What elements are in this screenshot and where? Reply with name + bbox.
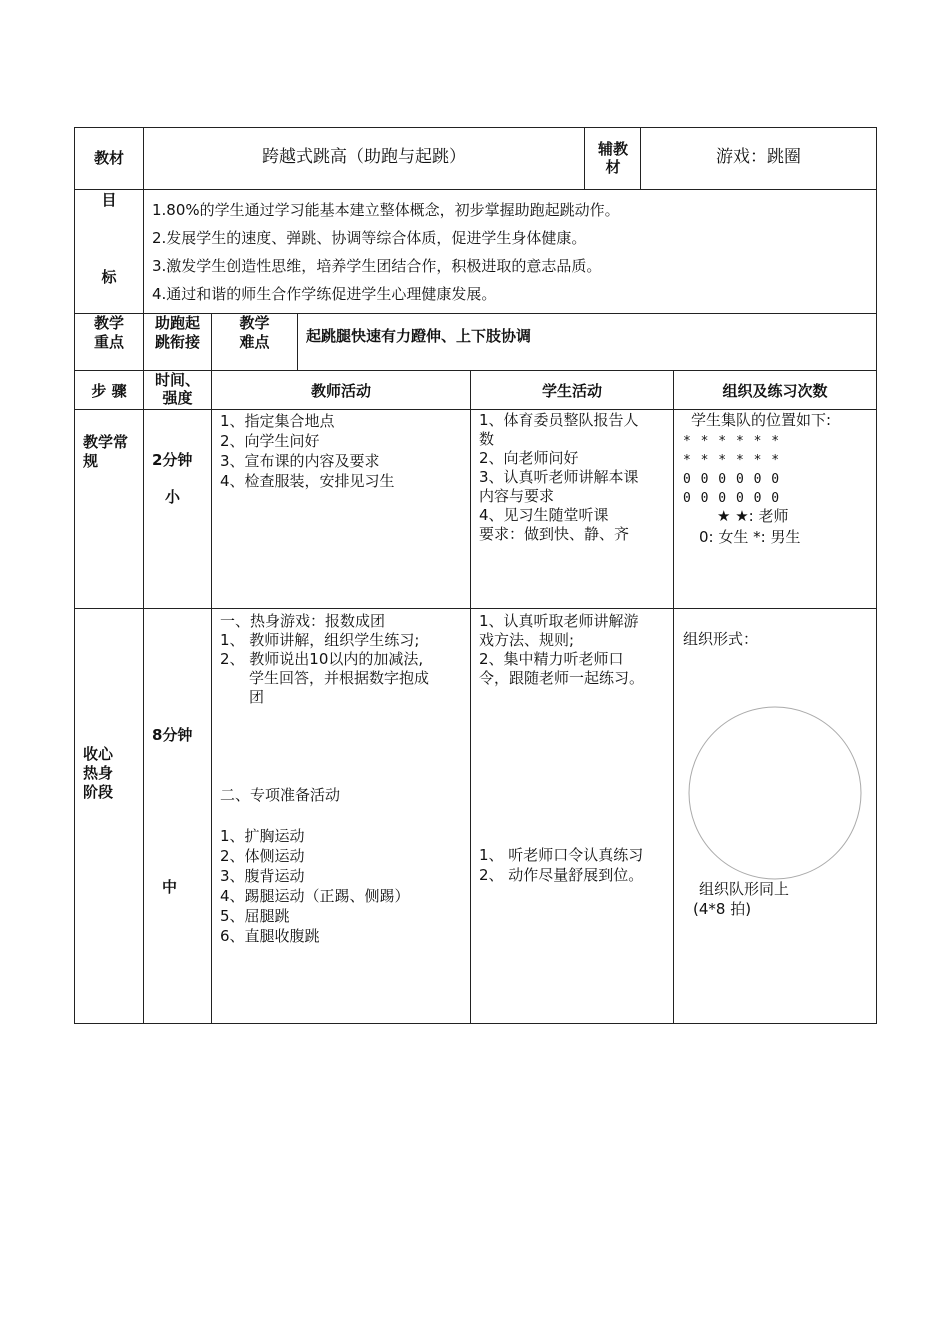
list-item: 团	[249, 688, 265, 706]
list-item: 4、见习生随堂听课	[479, 506, 609, 524]
formation-rows	[683, 432, 863, 508]
list-item: 4、检查服装，安排见习生	[220, 472, 395, 490]
row1-step	[83, 433, 143, 471]
formation-circle	[689, 707, 861, 879]
list-item: 一、热身游戏：报数成团	[220, 612, 386, 630]
difficulty-label	[212, 314, 297, 352]
difficulty-label-line: 难点	[239, 333, 270, 351]
list-item: 1、 听老师口令认真练习	[479, 846, 644, 864]
column-time	[144, 371, 211, 407]
row2-organization-title: 组织形式：	[683, 630, 759, 648]
row2-step-line: 热身	[83, 764, 114, 782]
formation-row: 0 0 0 0 0 0	[683, 472, 781, 487]
list-item: 6、直腿收腹跳	[220, 927, 320, 945]
difficulty-value: 起跳腿快速有力蹬伸、上下肢协调	[306, 327, 532, 345]
list-item: 要求：做到快、静、齐	[479, 525, 630, 543]
list-item: 学生回答，并根据数字抱成	[249, 669, 430, 687]
list-item: 1、扩胸运动	[220, 827, 305, 845]
row2-step-line: 收心	[83, 745, 114, 763]
list-item: 2、体侧运动	[220, 847, 305, 865]
list-item: 3、认真听老师讲解本课	[479, 468, 639, 486]
list-item: 1、指定集合地点	[220, 412, 335, 430]
list-item: 4、踢腿运动（正踢、侧踢）	[220, 887, 410, 905]
column-organization: 组织及练习次数	[722, 382, 828, 400]
row2-organization-beats: (4*8 拍)	[693, 900, 752, 918]
formation-row: * * * * * *	[683, 453, 781, 468]
list-item: 2、向老师问好	[479, 449, 579, 467]
row1-student-activities	[479, 411, 671, 544]
goal-item: 1.80%的学生通过学习能基本建立整体概念，初步掌握助跑起跳动作。	[152, 201, 620, 219]
formation-legend: 0: 女生 *: 男生	[699, 528, 801, 546]
aux-material-label: 辅教材	[597, 140, 628, 176]
material-value: 跨越式跳高（助跑与起跳）	[262, 147, 466, 167]
list-item: 2、 动作尽量舒展到位。	[479, 866, 644, 884]
row2-student-prep	[479, 845, 671, 885]
list-item: 2、向学生问好	[220, 432, 320, 450]
list-item: 3、腹背运动	[220, 867, 305, 885]
row1-step-line: 教学常	[83, 433, 129, 451]
focus-label-line: 重点	[93, 333, 124, 351]
list-item: 3、宣布课的内容及要求	[220, 452, 380, 470]
row2-student-game	[479, 612, 671, 688]
row2-teacher-prep-title: 二、专项准备活动	[220, 786, 341, 804]
column-teacher: 教师活动	[310, 382, 371, 400]
list-item: 1、 教师讲解，组织学生练习;	[220, 631, 420, 649]
column-step: 步 骤	[91, 382, 127, 400]
goals-list	[152, 200, 872, 312]
row2-organization-note: 组织队形同上	[699, 880, 790, 898]
row2-step-line: 阶段	[83, 783, 114, 801]
goal-item: 4.通过和谐的师生合作学练促进学生心理健康发展。	[152, 285, 497, 303]
material-label: 教材	[93, 149, 124, 167]
focus-value-line: 跳衔接	[154, 333, 200, 351]
row1-step-line: 规	[83, 452, 99, 470]
formation-teacher-legend: ★ ★: 老师	[717, 507, 789, 525]
column-time-line: 时间、	[154, 371, 200, 389]
row1-teacher-activities	[220, 411, 468, 491]
row2-time: 8分钟	[152, 726, 193, 744]
list-item: 令，跟随老师一起练习。	[479, 669, 645, 687]
list-item: 2、集中精力听老师口	[479, 650, 624, 668]
goal-item: 3.激发学生创造性思维，培养学生团结合作，积极进取的意志品质。	[152, 257, 602, 275]
list-item: 5、屈腿跳	[220, 907, 290, 925]
list-item: 2、 教师说出10以内的加减法,	[220, 650, 424, 668]
column-student: 学生活动	[541, 382, 602, 400]
focus-label-line: 教学	[93, 314, 124, 332]
row2-teacher-prep	[220, 826, 468, 946]
goals-label-bottom: 标	[101, 268, 117, 286]
formation-circle-icon	[686, 704, 864, 882]
row1-time: 2分钟	[152, 451, 193, 469]
formation-row: * * * * * *	[683, 434, 781, 449]
focus-value	[144, 314, 211, 352]
focus-value-line: 助跑起	[154, 314, 200, 332]
list-item: 数	[479, 430, 495, 448]
row1-intensity: 小	[165, 488, 181, 506]
difficulty-label-line: 教学	[239, 314, 270, 332]
goals-label-top: 目	[101, 191, 117, 209]
focus-label	[75, 314, 143, 352]
list-item: 1、认真听取老师讲解游	[479, 612, 639, 630]
column-time-line: 强度	[162, 389, 193, 407]
formation-row: 0 0 0 0 0 0	[683, 491, 781, 506]
goal-item: 2.发展学生的速度、弹跳、协调等综合体质，促进学生身体健康。	[152, 229, 587, 247]
row2-intensity: 中	[162, 878, 178, 896]
list-item: 1、体育委员整队报告人	[479, 411, 639, 429]
list-item: 戏方法、规则;	[479, 631, 575, 649]
list-item: 内容与要求	[479, 487, 555, 505]
row2-step	[83, 745, 143, 802]
row2-teacher-game	[220, 612, 468, 707]
row1-organization-title: 学生集队的位置如下:	[691, 411, 832, 429]
aux-material-value: 游戏：跳圈	[716, 147, 801, 167]
